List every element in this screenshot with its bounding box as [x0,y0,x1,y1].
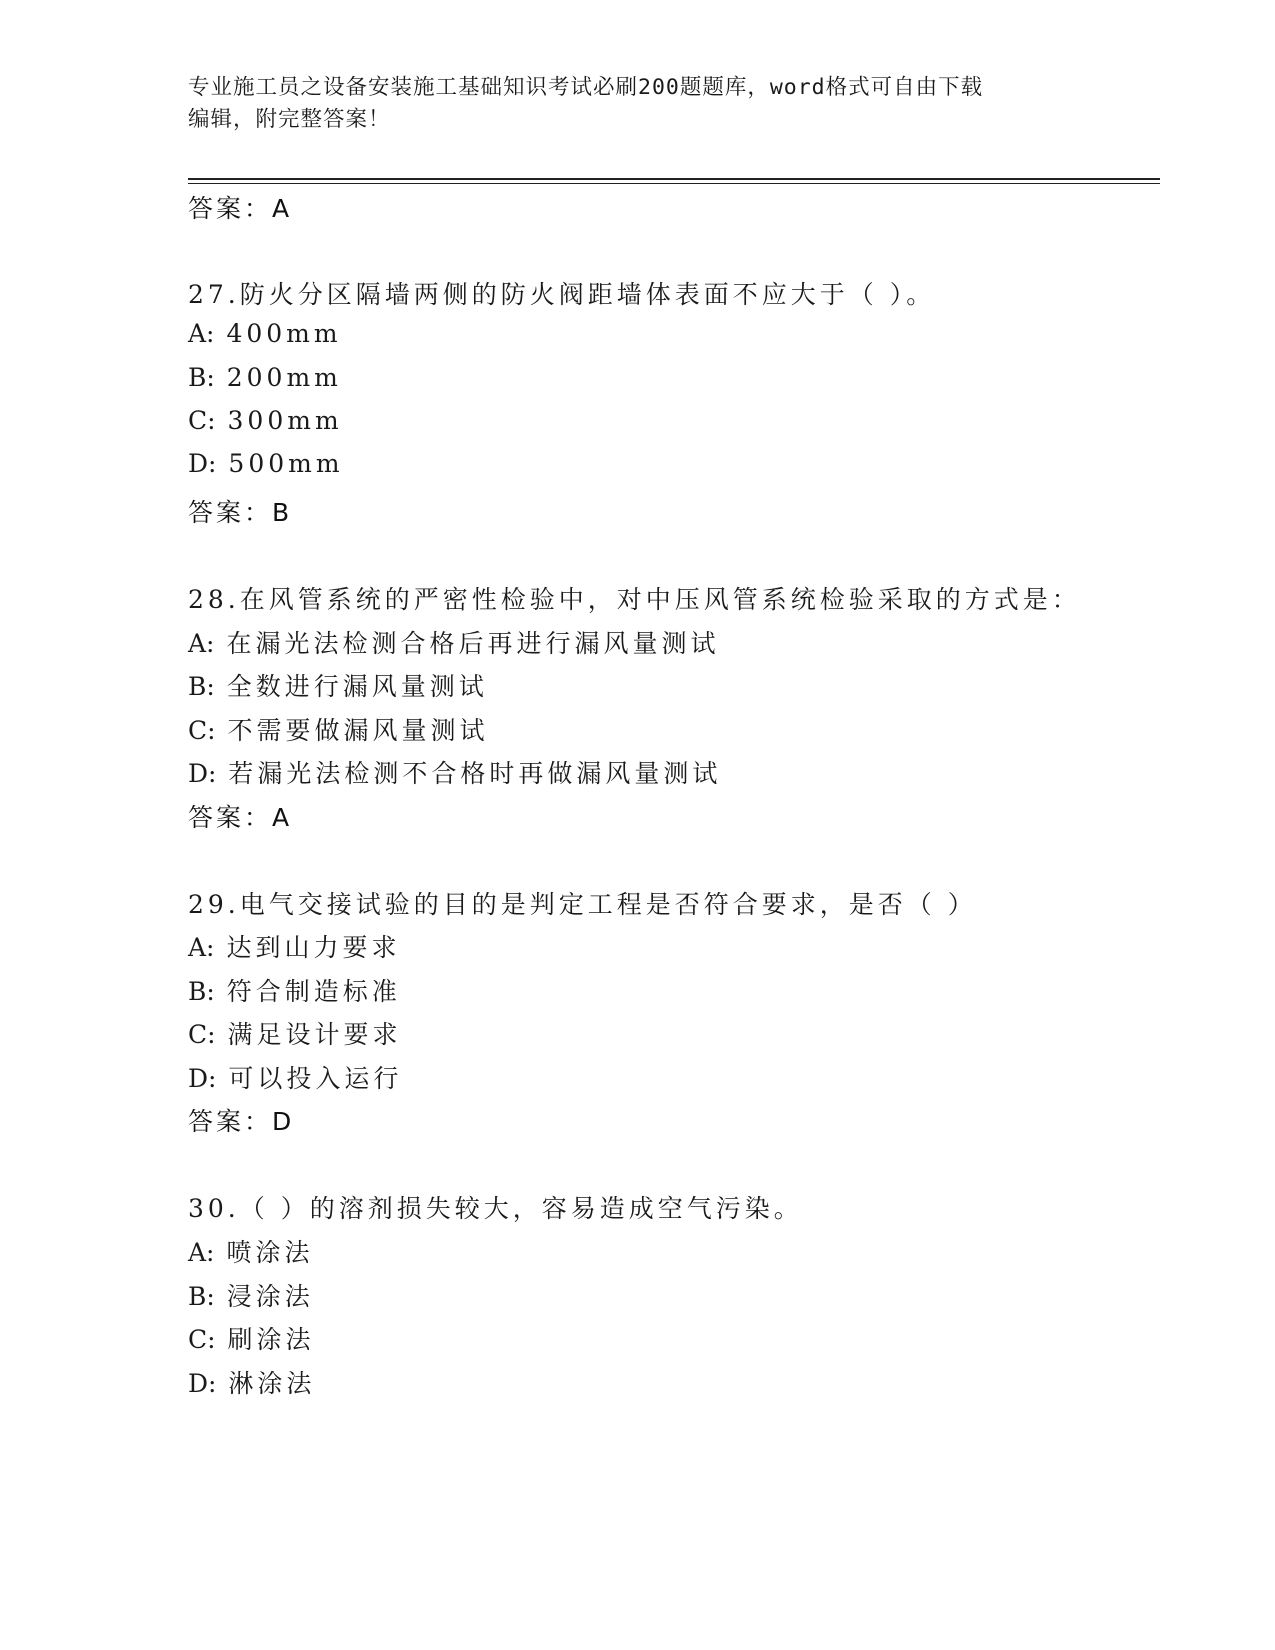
option-text: 刷涂法 [227,1325,315,1354]
answer-value: A [272,194,291,223]
option-key: B: [188,363,215,392]
question-28-option-a [188,624,719,660]
question-27-option-c [188,406,343,435]
option-text: 符合制造标准 [226,977,401,1006]
option-text: 500mm [228,449,344,478]
question-27-option-a [188,319,342,348]
option-text: 若漏光法检测不合格时再做漏风量测试 [228,759,722,788]
header-divider [188,178,1160,180]
option-text: 淋涂法 [228,1369,316,1398]
answer-value: B [272,498,291,527]
question-29-option-c [188,1015,402,1051]
answer-line [188,189,290,225]
document-header [188,72,1088,136]
question-28-option-d [188,754,721,790]
header-line-1: 专业施工员之设备安装施工基础知识考试必刷200题题库，word格式可自由下载 [188,75,984,100]
option-key: A: [188,319,215,348]
option-text: 可以投入运行 [228,1064,403,1093]
question-30-option-d [188,1364,315,1400]
answer-value: D [272,1107,293,1136]
answer-label: 答案： [188,1107,273,1136]
header-divider-thin [188,183,1160,184]
question-27-answer [188,493,290,529]
option-key: C: [188,716,216,745]
option-key: D: [188,759,217,788]
question-30-text: 30.（ ）的溶剂损失较大，容易造成空气污染。 [188,1194,803,1223]
option-key: A: [188,629,215,658]
option-key: B: [188,1282,215,1311]
question-30-option-a [188,1233,313,1269]
option-text: 达到山力要求 [226,933,401,962]
option-key: B: [188,977,215,1006]
option-text: 全数进行漏风量测试 [226,672,488,701]
option-text: 400mm [226,319,342,348]
question-28-option-c [188,711,489,747]
option-key: C: [188,1020,216,1049]
option-key: D: [188,1369,217,1398]
question-27-option-d [188,449,344,478]
option-key: D: [188,1064,217,1093]
option-text: 在漏光法检测合格后再进行漏风量测试 [226,629,720,658]
question-29-option-b [188,972,401,1008]
header-line-2: 编辑，附完整答案！ [188,107,391,132]
question-29-option-d [188,1059,402,1095]
question-29-option-a [188,928,400,964]
question-29-answer [188,1102,292,1138]
option-key: B: [188,672,215,701]
option-key: C: [188,406,216,435]
answer-label: 答案： [188,194,273,223]
option-key: D: [188,449,217,478]
option-key: A: [188,933,215,962]
answer-value: A [272,803,291,832]
answer-label: 答案： [188,803,273,832]
option-text: 浸涂法 [226,1282,314,1311]
question-28-answer [188,798,290,834]
option-text: 300mm [227,406,343,435]
option-key: A: [188,1238,215,1267]
question-30-option-c [188,1320,315,1356]
question-30-option-b [188,1277,314,1313]
question-28-text: 28.在风管系统的严密性检验中，对中压风管系统检验采取的方式是： [188,585,1081,614]
option-text: 200mm [226,363,342,392]
answer-label: 答案： [188,498,273,527]
question-28-option-b [188,667,488,703]
question-29-text: 29.电气交接试验的目的是判定工程是否符合要求，是否（ ） [188,890,977,919]
option-text: 喷涂法 [226,1238,314,1267]
option-text: 满足设计要求 [227,1020,402,1049]
option-key: C: [188,1325,216,1354]
question-27-option-b [188,363,342,392]
question-27-text: 27.防火分区隔墙两侧的防火阀距墙体表面不应大于（ ）。 [188,280,936,309]
option-text: 不需要做漏风量测试 [227,716,489,745]
